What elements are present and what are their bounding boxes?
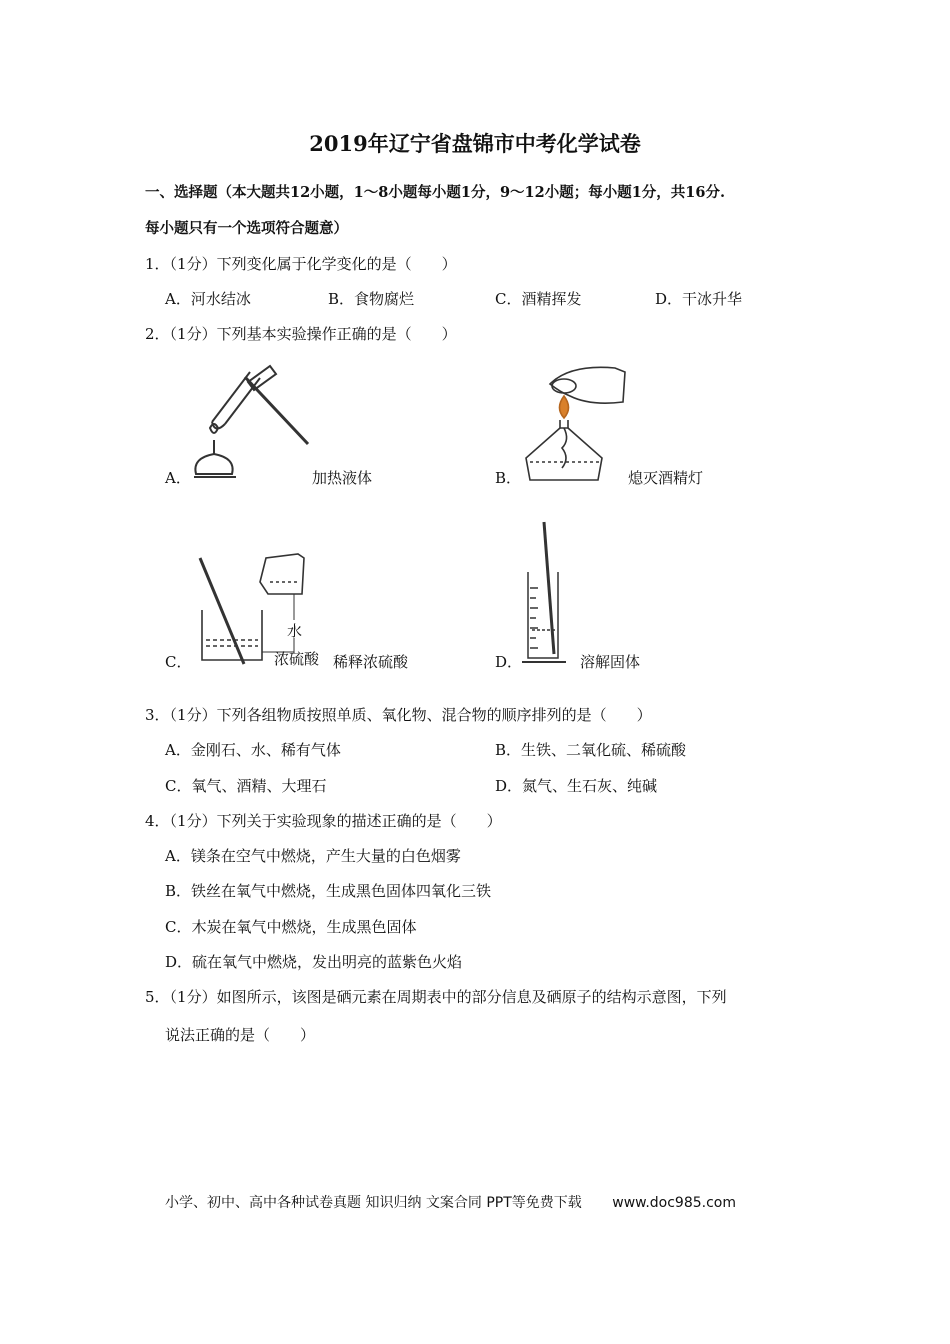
q1-stem: 1．（1分）下列变化属于化学变化的是（ ）	[145, 255, 457, 273]
q1-option-b: B．食物腐烂	[328, 290, 415, 308]
q5-stem-line2: 说法正确的是（ ）	[165, 1026, 316, 1044]
page-title: 2019年辽宁省盘锦市中考化学试卷	[309, 131, 641, 156]
q1-option-c: C．酒精挥发	[495, 290, 582, 308]
extinguish-lamp-figure	[520, 362, 630, 487]
q3-option-a: A．金刚石、水、稀有气体	[165, 741, 341, 759]
dissolve-solid-figure	[520, 518, 580, 672]
q2-option-b-letter: B．	[495, 469, 522, 487]
q4-option-b: B．铁丝在氧气中燃烧，生成黑色固体四氧化三铁	[165, 882, 492, 900]
footer-text: 小学、初中、高中各种试卷真题 知识归纳 文案合同 PPT等免费下载	[165, 1195, 582, 1211]
section-heading-line2: 每小题只有一个选项符合题意）	[145, 220, 348, 237]
q3-option-c: C．氧气、酒精、大理石	[165, 777, 327, 795]
footer	[165, 1192, 736, 1212]
q3-stem: 3．（1分）下列各组物质按照单质、氧化物、混合物的顺序排列的是（ ）	[145, 706, 652, 724]
q2-option-a-letter: A．	[165, 469, 191, 487]
q3-option-d: D．氮气、生石灰、纯碱	[495, 777, 658, 795]
q2-option-d-letter: D．	[495, 653, 523, 671]
footer-url[interactable]: www.doc985.com	[612, 1195, 736, 1211]
dilute-acid-figure	[190, 552, 340, 672]
q2-option-c-caption: 稀释浓硫酸	[333, 653, 409, 671]
q4-stem: 4．（1分）下列关于实验现象的描述正确的是（ ）	[145, 812, 502, 830]
section-heading-line1: 一、选择题（本大题共12小题，1～8小题每小题1分，9～12小题；每小题1分，共16分.	[145, 184, 726, 201]
q1-option-a: A．河水结冰	[165, 290, 251, 308]
q1-option-d: D．干冰升华	[655, 290, 743, 308]
q4-option-c: C．木炭在氧气中燃烧，生成黑色固体	[165, 918, 417, 936]
q2-option-b-caption: 熄灭酒精灯	[628, 469, 704, 487]
q5-stem-line1: 5．（1分）如图所示，该图是硒元素在周期表中的部分信息及硒原子的结构示意图，下列	[145, 988, 727, 1006]
q2-stem: 2．（1分）下列基本实验操作正确的是（ ）	[145, 325, 457, 343]
q4-option-d: D．硫在氧气中燃烧，发出明亮的蓝紫色火焰	[165, 953, 463, 971]
q2-option-d-caption: 溶解固体	[580, 653, 641, 671]
water-label: 水	[287, 622, 303, 640]
q2-option-a-caption: 加热液体	[312, 469, 373, 487]
q3-option-b: B．生铁、二氧化硫、稀硫酸	[495, 741, 687, 759]
q4-option-a: A．镁条在空气中燃烧，产生大量的白色烟雾	[165, 847, 461, 865]
q2-option-c-letter: C．	[165, 653, 192, 671]
acid-label: 浓硫酸	[274, 650, 320, 668]
heating-liquid-figure	[190, 362, 315, 487]
